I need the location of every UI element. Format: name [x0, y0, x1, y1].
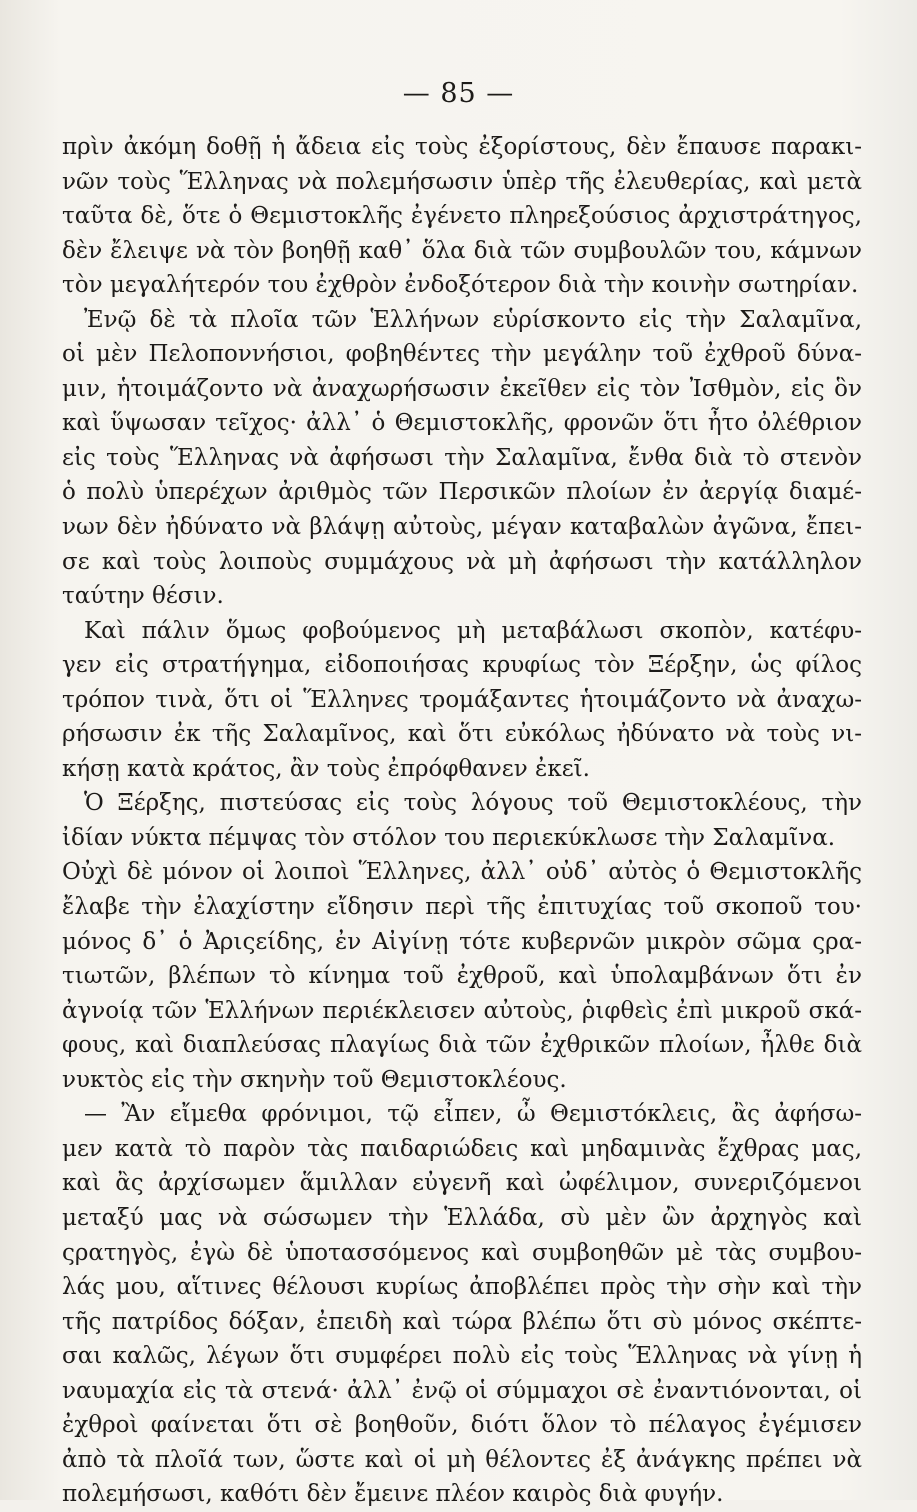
text-line: πολεμήσωσι, καθότι δὲν ἔμεινε πλέον καιρὸς διὰ φυγήν. — [62, 1481, 724, 1508]
text-line: νυκτὸς εἰς τὴν σκηνὴν τοῦ Θεμιστοκλέους. — [62, 1066, 567, 1093]
text-line: ἐχθροὶ φαίνεται ὅτι σὲ βοηθοῦν, διότι ὅλον τὸ πέλαγος ἐγέμισεν — [62, 1412, 862, 1439]
text-line: μιν, ἡτοιμάζοντο νὰ ἀναχωρήσωσιν ἐκεῖθεν εἰς τὸν Ἰσθμὸν, εἰς ὃν — [62, 375, 862, 402]
text-line: τὸν μεγαλήτερόν του ἐχθρὸν ἐνδοξότερον διὰ τὴν κοινὴν σωτηρίαν. — [62, 272, 859, 299]
text-line: γεν εἰς στρατήγημα, εἰδοποιήσας κρυφίως τὸν Ξέρξην, ὡς φίλος — [62, 652, 862, 679]
text-line: τῆς πατρίδος δόξαν, ἐπειδὴ καὶ τώρα βλέπω ὅτι σὺ μόνος σκέπτε- — [62, 1308, 862, 1335]
page-number: — 85 — — [402, 78, 515, 109]
text-line: κήσῃ κατὰ κράτος, ἂν τοὺς ἐπρόφθανεν ἐκεῖ. — [62, 755, 590, 782]
text-line: ἔλαβε τὴν ἐλαχίστην εἴδησιν περὶ τῆς ἐπιτυχίας τοῦ σκοποῦ του· — [62, 894, 862, 921]
text-line: καὶ ὕψωσαν τεῖχος· ἀλλ᾽ ὁ Θεμιστοκλῆς, φρονῶν ὅτι ἦτο ὀλέθριον — [62, 410, 862, 437]
text-line: καὶ ἂς ἀρχίσωμεν ἅμιλλαν εὐγενῆ καὶ ὠφέλιμον, συνεριζόμενοι — [62, 1170, 862, 1197]
text-line: ταῦτα δὲ, ὅτε ὁ Θεμιστοκλῆς ἐγένετο πληρεξούσιος ἀρχιστράτηγος, — [62, 203, 862, 230]
text-line: σαι καλῶς, λέγων ὅτι συμφέρει πολὺ εἰς τοὺς Ἕλληνας νὰ γίνῃ ἡ — [62, 1343, 862, 1370]
text-line: ἀγνοίᾳ τῶν Ἑλλήνων περιέκλεισεν αὐτοὺς, ῥιφθεὶς ἐπὶ μικροῦ σκά- — [62, 997, 862, 1024]
text-line: σε καὶ τοὺς λοιποὺς συμμάχους νὰ μὴ ἀφήσωσι τὴν κατάλληλον — [62, 548, 862, 575]
text-line: Καὶ πάλιν ὅμως φοβούμενος μὴ μεταβάλωσι σκοπὸν, κατέφυ- — [84, 617, 862, 644]
text-line: οἱ μὲν Πελοποννήσιοι, φοβηθέντες τὴν μεγάλην τοῦ ἐχθροῦ δύνα- — [62, 341, 862, 368]
text-line: πρὶν ἀκόμη δοθῇ ἡ ἄδεια εἰς τοὺς ἐξορίστους, δὲν ἔπαυσε παρακι- — [62, 134, 862, 160]
text-line: Οὐχὶ δὲ μόνον οἱ λοιποὶ Ἕλληνες, ἀλλ᾽ οὐδ᾽ αὐτὸς ὁ Θεμιστοκλῆς — [62, 859, 862, 886]
text-line: Ὁ Ξέρξης, πιστεύσας εἰς τοὺς λόγους τοῦ Θεμιστοκλέους, τὴν — [84, 790, 862, 817]
text-line: εἰς τοὺς Ἕλληνας νὰ ἀφήσωσι τὴν Σαλαμῖνα, ἔνθα διὰ τὸ στενὸν — [62, 444, 862, 471]
text-line: ρήσωσιν ἐκ τῆς Σαλαμῖνος, καὶ ὅτι εὐκόλως ἠδύνατο νὰ τοὺς νι- — [62, 721, 862, 748]
text-line: ταύτην θέσιν. — [62, 583, 224, 610]
text-line: τιωτῶν, βλέπων τὸ κίνημα τοῦ ἐχθροῦ, καὶ ὑπολαμβάνων ὅτι ἐν — [62, 963, 862, 990]
text-line: ὁ πολὺ ὑπερέχων ἀριθμὸς τῶν Περσικῶν πλοίων ἐν ἀεργίᾳ διαμέ- — [62, 479, 862, 506]
text-line: μεταξύ μας νὰ σώσωμεν τὴν Ἑλλάδα, σὺ μὲν ὢν ἀρχηγὸς καὶ — [62, 1204, 862, 1231]
text-line: μεν κατὰ τὸ παρὸν τὰς παιδαριώδεις καὶ μηδαμινὰς ἔχθρας μας, — [62, 1135, 862, 1162]
text-line: μόνος δ᾽ ὁ Ἀριςείδης, ἐν Αἰγίνῃ τότε κυβερνῶν μικρὸν σῶμα ςρα- — [62, 928, 862, 955]
text-line: νων δὲν ἠδύνατο νὰ βλάψῃ αὐτοὺς, μέγαν καταβαλὼν ἀγῶνα, ἔπει- — [62, 514, 862, 541]
text-line: τρόπον τινὰ, ὅτι οἱ Ἕλληνες τρομάξαντες ἡτοιμάζοντο νὰ ἀναχω- — [62, 686, 862, 713]
text-line: — Ἂν εἴμεθα φρόνιμοι, τῷ εἶπεν, ὦ Θεμιστόκλεις, ἂς ἀφήσω- — [84, 1101, 862, 1128]
text-line: ἰδίαν νύκτα πέμψας τὸν στόλον του περιεκύκλωσε τὴν Σαλαμῖνα. — [62, 824, 836, 851]
text-line: Ἐνῷ δὲ τὰ πλοῖα τῶν Ἑλλήνων εὑρίσκοντο εἰς τὴν Σαλαμῖνα, — [84, 306, 862, 333]
text-line: λάς μου, αἵτινες θέλουσι κυρίως ἀποβλέπει πρὸς τὴν σὴν καὶ τὴν — [62, 1274, 862, 1301]
text-line: φους, καὶ διαπλεύσας πλαγίως διὰ τῶν ἐχθρικῶν πλοίων, ἦλθε διὰ — [62, 1032, 862, 1059]
text-line: δὲν ἔλειψε νὰ τὸν βοηθῇ καθ᾽ ὅλα διὰ τῶν συμβουλῶν του, κάμνων — [62, 237, 862, 264]
body-text — [62, 130, 862, 1512]
text-line: νῶν τοὺς Ἕλληνας νὰ πολεμήσωσιν ὑπὲρ τῆς ἐλευθερίας, καὶ μετὰ — [62, 168, 862, 195]
text-line: ςρατηγὸς, ἐγὼ δὲ ὑποτασσόμενος καὶ συμβοηθῶν μὲ τὰς συμβου- — [62, 1239, 862, 1266]
text-line: ἀπὸ τὰ πλοῖά των, ὥστε καὶ οἱ μὴ θέλοντες ἐξ ἀνάγκης πρέπει νὰ — [62, 1446, 862, 1473]
text-line: ναυμαχία εἰς τὰ στενά· ἀλλ᾽ ἐνῷ οἱ σύμμαχοι σὲ ἐναντιόνονται, οἱ — [62, 1377, 862, 1404]
